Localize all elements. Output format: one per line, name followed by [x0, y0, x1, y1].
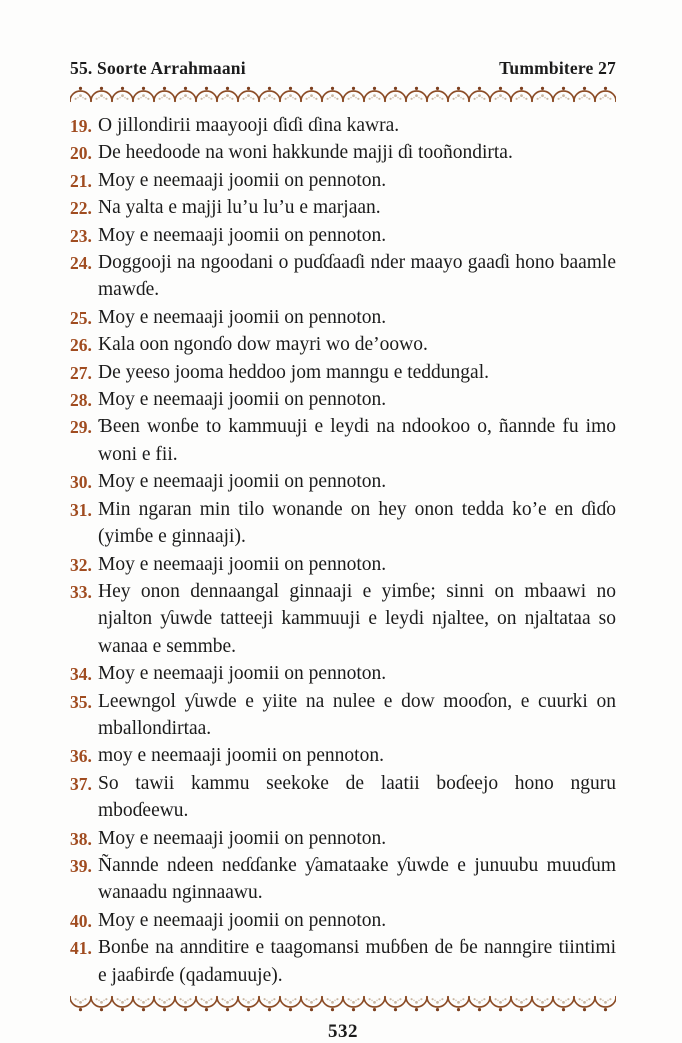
scalloped-lace-border-top [70, 86, 616, 103]
verse-number: 24. [70, 253, 92, 274]
verse-item [70, 770, 616, 825]
verse-text: Moy e neemaaji joomii on pennoton. [98, 909, 387, 931]
verse-list [70, 112, 616, 989]
verse-number: 33. [70, 581, 92, 602]
verse-item [70, 742, 616, 769]
verse-text: Moy e neemaaji joomii on pennoton. [98, 471, 387, 493]
verse-item [70, 304, 616, 331]
verse-text: O jillondirii maayooji ɗiɗi ɗina kawra. [98, 115, 400, 136]
verse-item [70, 551, 616, 578]
verse-item [70, 660, 616, 687]
verse-item [70, 934, 616, 989]
verse-number: 30. [70, 472, 92, 493]
verse-item [70, 852, 616, 907]
verse-text: De heedoode na woni hakkunde majji ɗi tooñondirta. [98, 142, 513, 164]
verse-item [70, 194, 616, 221]
verse-text: moy e neemaaji joomii on pennoton. [98, 745, 384, 767]
verse-number: 25. [70, 307, 92, 328]
verse-item [70, 167, 616, 194]
verse-text: Moy e neemaaji joomii on pennoton. [98, 224, 387, 246]
verse-text: Hey onon dennaangal ginnaaji e yimɓe; sinni on mbaawi no njalton ƴuwde tatteeji kammuuji e leydi njaltee, on njaltataa so wanaa e semmbe. [98, 580, 616, 657]
verse-text: Leewngol ƴuwde e yiite na nulee e dow mooɗon, e cuurki on mballondirtaa. [98, 690, 616, 739]
verse-text: Kala oon ngonɗo dow mayri wo de’oowo. [98, 334, 428, 356]
scalloped-lace-border-bottom [70, 995, 616, 1012]
verse-item [70, 825, 616, 852]
verse-item [70, 468, 616, 495]
verse-number: 23. [70, 225, 92, 246]
verse-text: Ñannde ndeen neɗɗanke ƴamataake ƴuwde e junuubu muuɗum wanaadu nginnaawu. [98, 854, 616, 904]
verse-item [70, 907, 616, 934]
verse-text: Na yalta e majji lu’u lu’u e marjaan. [98, 197, 381, 219]
verse-text: De yeeso jooma heddoo jom manngu e teddungal. [98, 361, 489, 383]
verse-item [70, 386, 616, 413]
juz-label: Tummbitere 27 [499, 58, 616, 78]
verse-item [70, 249, 616, 304]
verse-number: 21. [70, 170, 92, 191]
verse-text: Ɓeen wonɓe to kammuuji e leydi na ndookoo o, ñannde fu imo woni e fii. [98, 416, 616, 465]
verse-number: 19. [70, 116, 92, 136]
verse-number: 36. [70, 746, 92, 767]
verse-item [70, 496, 616, 551]
verse-number: 32. [70, 554, 92, 575]
verse-number: 31. [70, 499, 92, 520]
surah-title: 55. Soorte Arrahmaani [70, 58, 246, 78]
verse-text: Moy e neemaaji joomii on pennoton. [98, 389, 387, 411]
verse-number: 26. [70, 335, 92, 356]
verse-number: 41. [70, 938, 92, 959]
verse-number: 27. [70, 362, 92, 383]
verse-text: Moy e neemaaji joomii on pennoton. [98, 663, 387, 685]
verse-item [70, 413, 616, 468]
verse-text: Moy e neemaaji joomii on pennoton. [98, 827, 387, 849]
verse-number: 28. [70, 390, 92, 411]
verse-item [70, 359, 616, 386]
verse-text: Doggooji na ngoodani o puɗɗaaɗi nder maayo gaaɗi hono baamle mawɗe. [98, 252, 616, 301]
verse-number: 20. [70, 143, 92, 164]
verse-number: 38. [70, 828, 92, 849]
verse-item [70, 112, 616, 139]
verse-number: 34. [70, 664, 92, 685]
page-number: 532 [328, 1021, 358, 1042]
verse-item [70, 331, 616, 358]
verse-number: 35. [70, 691, 92, 712]
verse-item [70, 222, 616, 249]
verse-text: Moy e neemaaji joomii on pennoton. [98, 169, 387, 191]
verse-text: Min ngaran min tilo wonande on hey onon tedda ko’e en ɗiɗo (yimɓe e ginnaaji). [98, 498, 616, 548]
verse-number: 40. [70, 910, 92, 931]
verse-item [70, 139, 616, 166]
verse-number: 37. [70, 773, 92, 794]
verse-item [70, 688, 616, 743]
verse-number: 22. [70, 198, 92, 219]
verse-text: Moy e neemaaji joomii on pennoton. [98, 306, 387, 328]
verse-number: 29. [70, 417, 92, 438]
verse-item [70, 578, 616, 660]
verse-text: Bonɓe na annditire e taagomansi muɓɓen de ɓe nanngire tiintimi e jaaɓirɗe (qadamuuje). [98, 937, 616, 986]
verse-number: 39. [70, 855, 92, 876]
verse-text: Moy e neemaaji joomii on pennoton. [98, 553, 387, 575]
page-header [70, 58, 616, 79]
verse-text: So tawii kammu seekoke de laatii boɗeejo hono nguru mboɗeewu. [98, 772, 616, 822]
